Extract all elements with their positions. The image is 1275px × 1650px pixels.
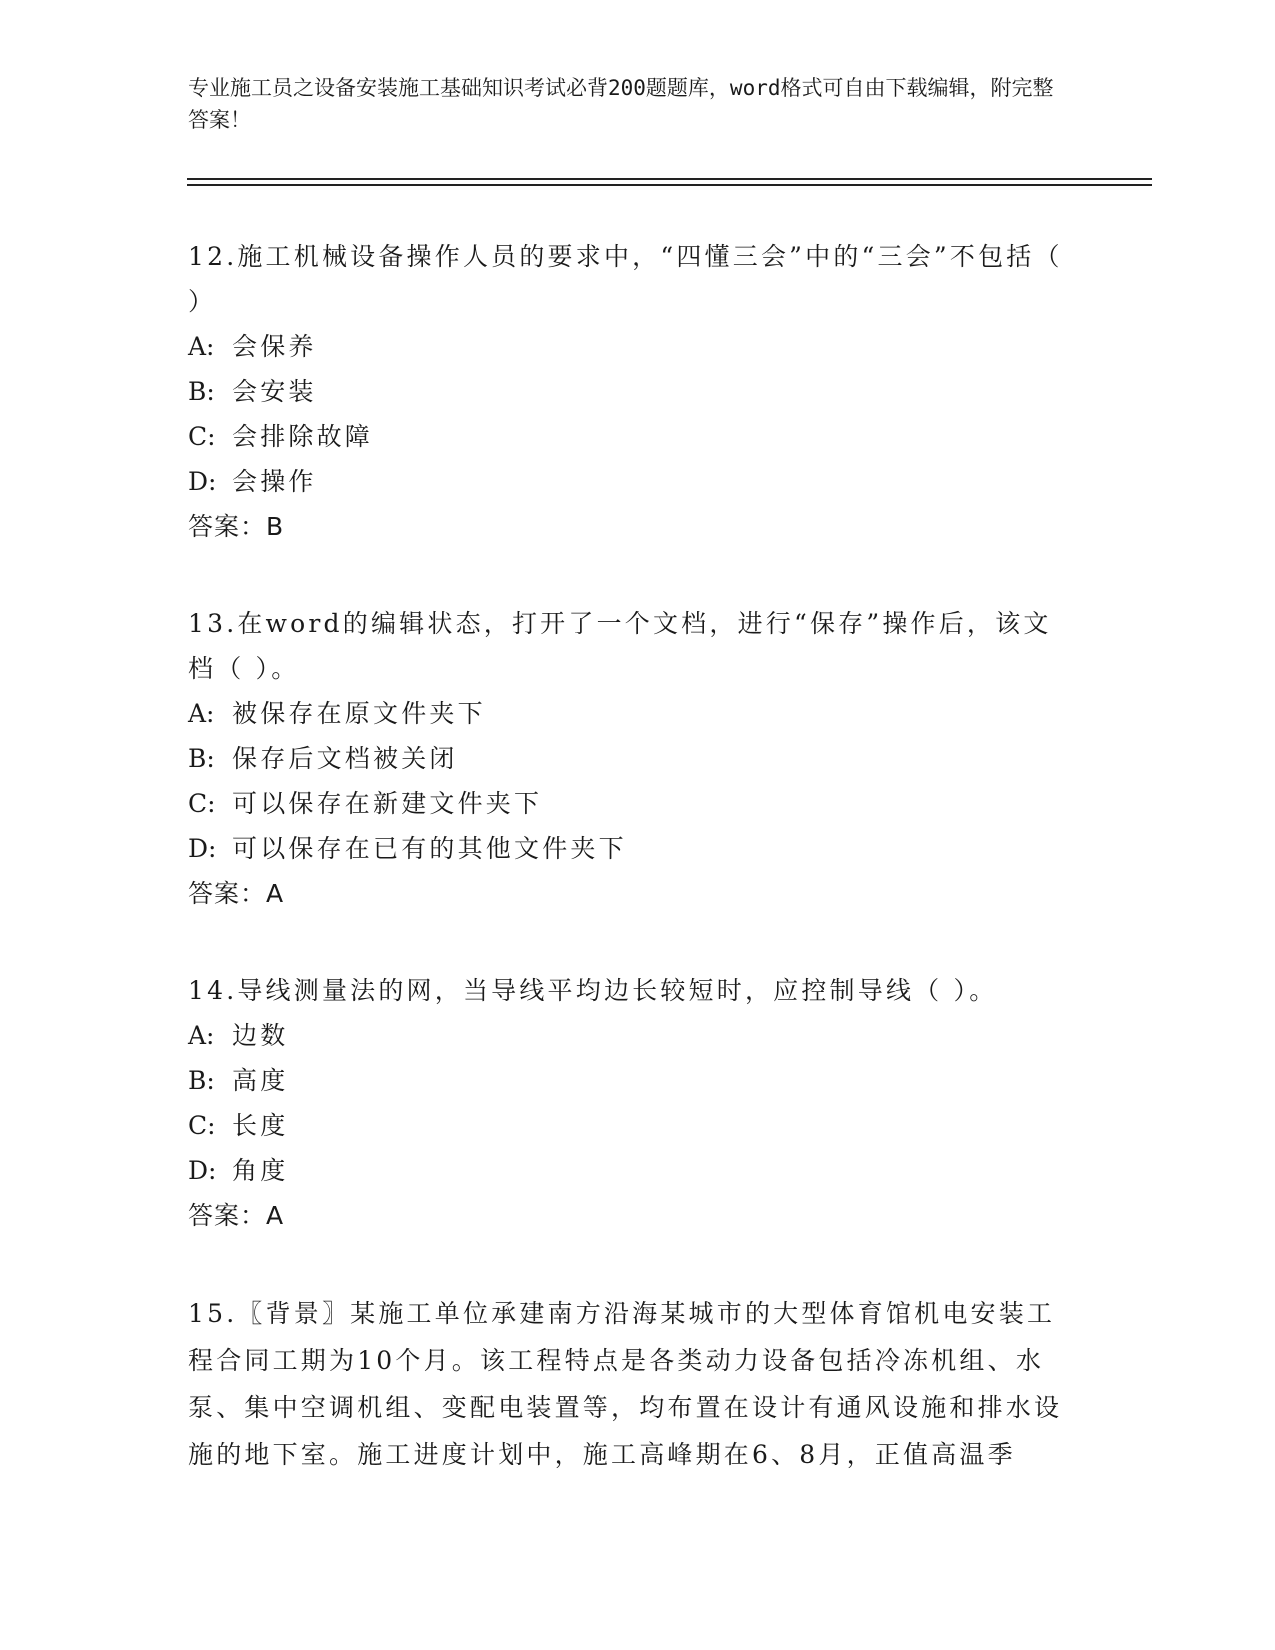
header-divider-top <box>187 178 1152 180</box>
option-c <box>188 781 1078 826</box>
option-letter: C: <box>188 789 216 818</box>
answer-line: 答案：B <box>188 512 285 541</box>
option-text: 可以保存在已有的其他文件夹下 <box>232 834 627 863</box>
option-letter: C: <box>188 422 216 451</box>
option-d <box>188 1148 1078 1193</box>
question-text: 13.在word的编辑状态，打开了一个文档，进行“保存”操作后，该文档（ ）。 <box>188 609 1052 683</box>
option-c <box>188 414 1078 459</box>
answer-line: 答案：A <box>188 1201 285 1230</box>
option-text: 会排除故障 <box>232 422 374 451</box>
option-b <box>188 1058 1078 1103</box>
option-text: 会保养 <box>232 332 317 361</box>
option-letter: B: <box>188 377 215 406</box>
question-text: 14.导线测量法的网，当导线平均边长较短时，应控制导线（ ）。 <box>188 976 998 1005</box>
header-divider-bottom <box>187 184 1152 186</box>
question-text: 15.〖背景〗某施工单位承建南方沿海某城市的大型体育馆机电安装工程合同工期为10个月。该工程特点是各类动力设备包括冷冻机组、水泵、集中空调机组、变配电装置等，均布置在设计有通风设施和排水设施的地下室。施工进度计划中，施工高峰期在6、8月，正值高温季 <box>188 1299 1063 1469</box>
question-list <box>188 234 1078 1530</box>
question-13 <box>188 601 1078 916</box>
option-d <box>188 459 1078 504</box>
option-letter: A: <box>188 1021 215 1050</box>
option-a <box>188 691 1078 736</box>
option-b <box>188 736 1078 781</box>
answer-line: 答案：A <box>188 879 285 908</box>
option-letter: A: <box>188 332 215 361</box>
option-letter: D: <box>188 834 217 863</box>
option-text: 可以保存在新建文件夹下 <box>232 789 543 818</box>
question-15 <box>188 1290 1078 1478</box>
option-letter: A: <box>188 699 215 728</box>
option-letter: B: <box>188 1066 215 1095</box>
document-header <box>188 72 1068 136</box>
option-text: 长度 <box>232 1111 289 1140</box>
option-a <box>188 1013 1078 1058</box>
option-c <box>188 1103 1078 1148</box>
option-text: 边数 <box>232 1021 289 1050</box>
option-text: 角度 <box>232 1156 289 1185</box>
option-letter: D: <box>188 467 217 496</box>
option-text: 会安装 <box>232 377 317 406</box>
question-12 <box>188 234 1078 549</box>
option-letter: D: <box>188 1156 217 1185</box>
option-text: 高度 <box>232 1066 289 1095</box>
option-text: 被保存在原文件夹下 <box>232 699 486 728</box>
option-d <box>188 826 1078 871</box>
question-14 <box>188 968 1078 1238</box>
document-title: 专业施工员之设备安装施工基础知识考试必背200题题库，word格式可自由下载编辑，附完整答案！ <box>188 76 1054 132</box>
option-letter: C: <box>188 1111 216 1140</box>
question-text: 12.施工机械设备操作人员的要求中，“四懂三会”中的“三会”不包括（ ） <box>188 242 1063 316</box>
option-text: 会操作 <box>232 467 317 496</box>
option-a <box>188 324 1078 369</box>
option-text: 保存后文档被关闭 <box>232 744 458 773</box>
option-letter: B: <box>188 744 215 773</box>
option-b <box>188 369 1078 414</box>
